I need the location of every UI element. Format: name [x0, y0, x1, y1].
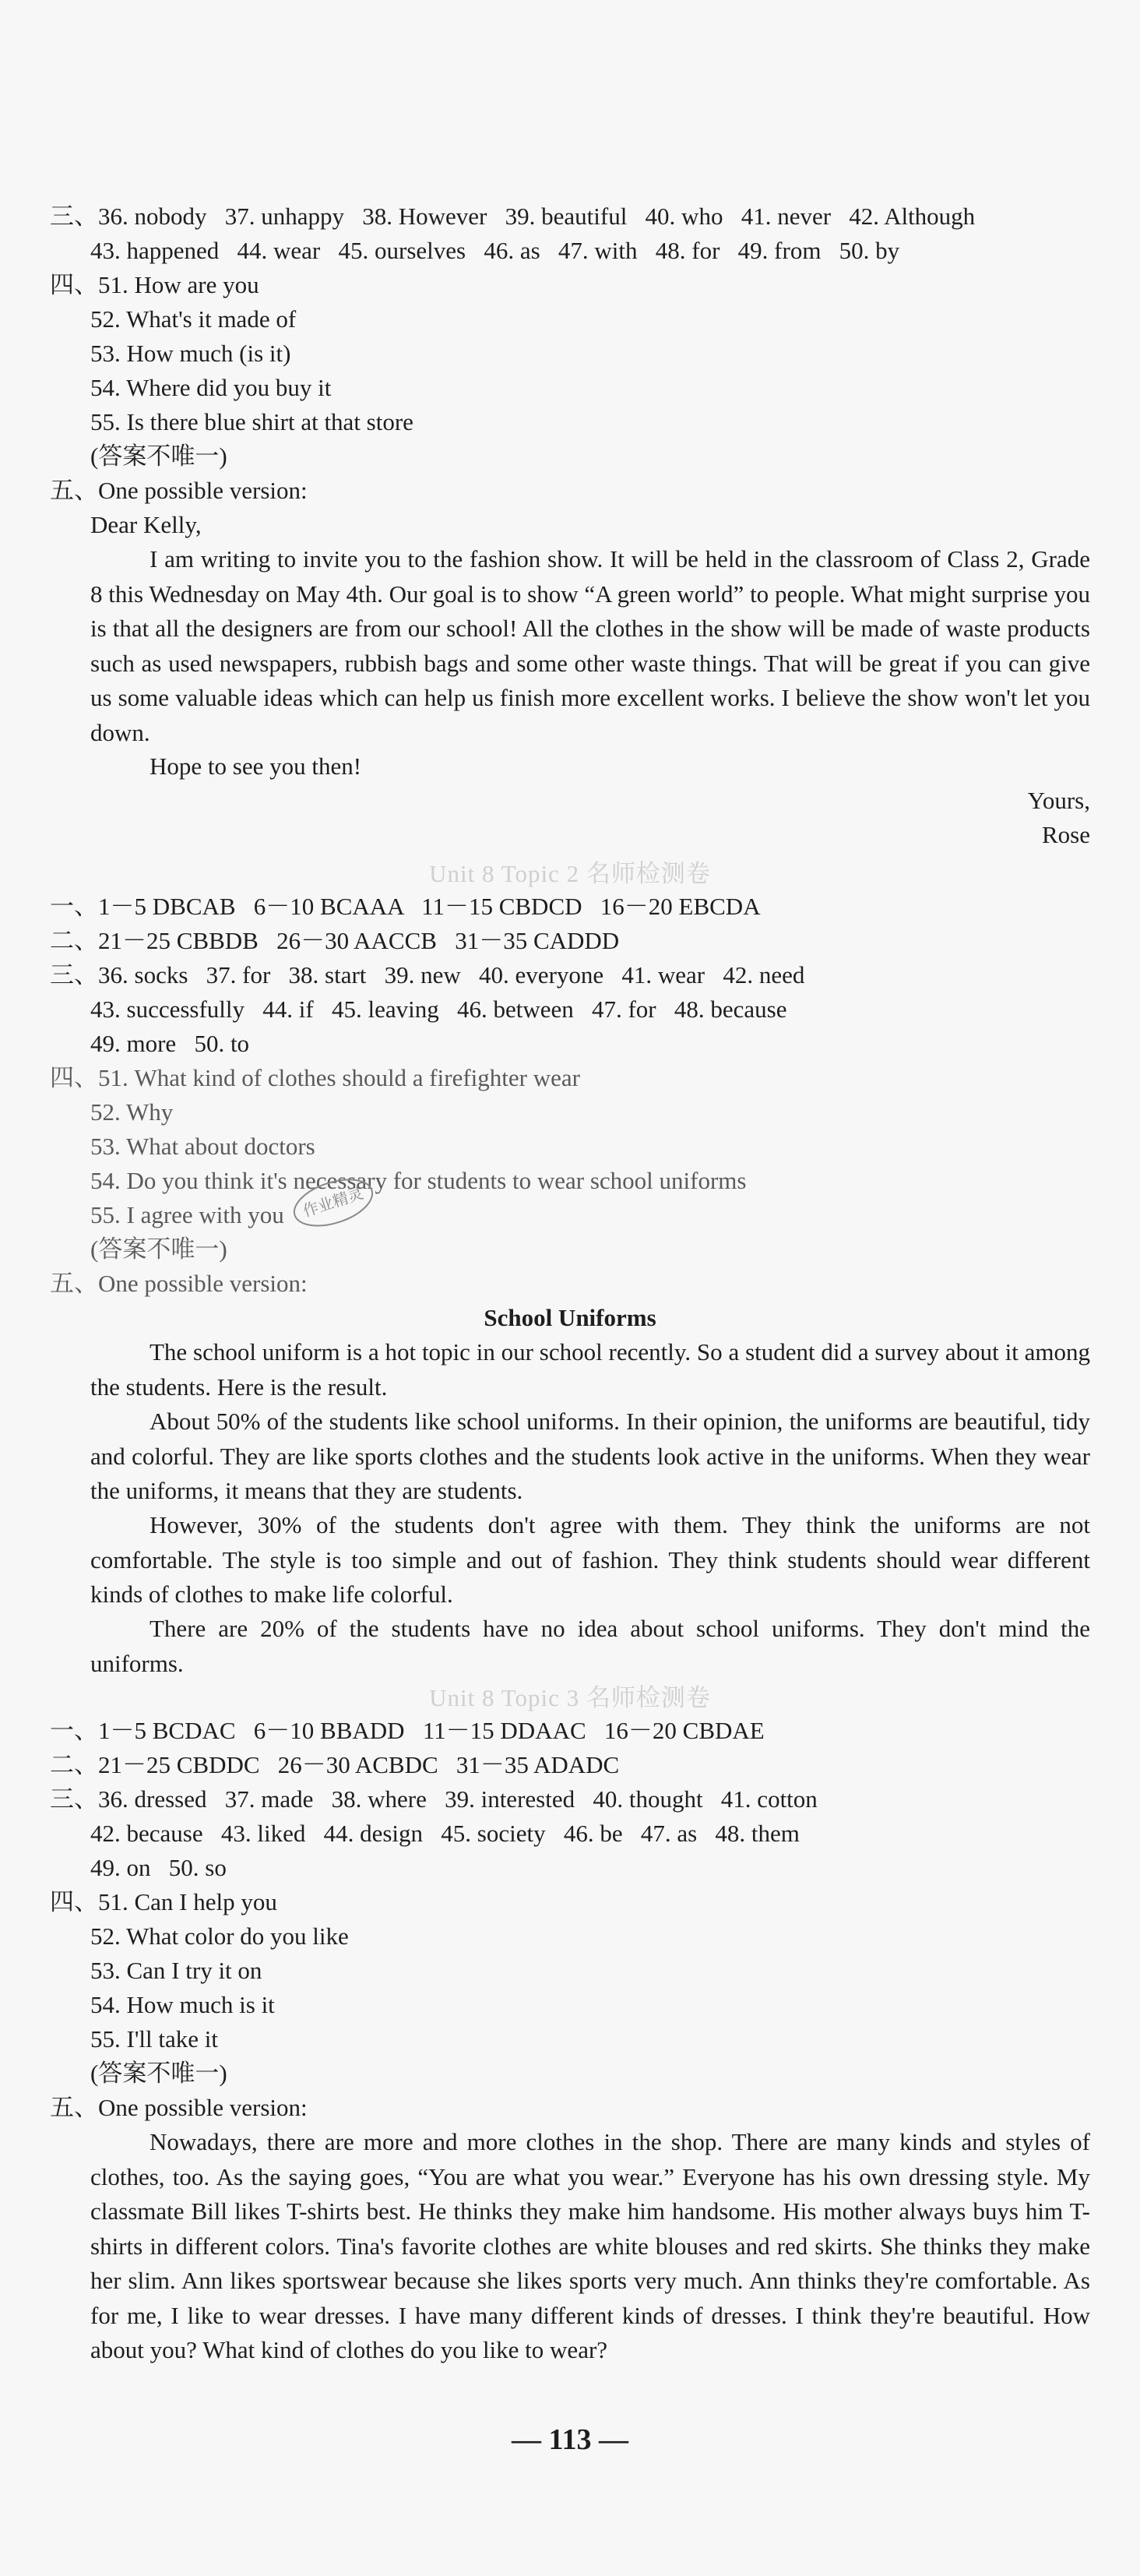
- answer-line: 四、51. Can I help you: [50, 1888, 277, 1915]
- answer-line: 五、One possible version:: [50, 477, 308, 504]
- answer-line: 三、36. nobody 37. unhappy 38. However 39. beautiful 40. who 41. never 42. Although: [50, 203, 976, 230]
- answer-line: 54. Do you think it's necessary for students to wear school uniforms: [90, 1167, 747, 1194]
- essay-paragraph-text: However, 30% of the students don't agree with them. They think the uniforms are not comfortable. The style is too simple and out of fashion. They think students should wear different kinds of clothes to make life colorful.: [90, 1511, 1090, 1608]
- answer-line: 五、One possible version:: [50, 1270, 308, 1297]
- answer-line: 55. Is there blue shirt at that store: [90, 408, 413, 435]
- letter-closing: Yours,: [1027, 787, 1090, 814]
- essay-paragraph: [90, 2125, 1090, 2368]
- essay-paragraph-text: The school uniform is a hot topic in our school recently. So a student did a survey about it among the students. Here is the result.: [90, 1338, 1090, 1401]
- essay-paragraph-text: About 50% of the students like school uniforms. In their opinion, the uniforms are beautiful, tidy and colorful. They are like sports clothes and the students look active in the uniforms. When they wear the uniforms, it means that they are students.: [90, 1408, 1090, 1504]
- essay-paragraph: [90, 1612, 1090, 1681]
- section-title: Unit 8 Topic 3 名师检测卷: [429, 1684, 711, 1711]
- answer-line: 三、36. dressed 37. made 38. where 39. interested 40. thought 41. cotton: [50, 1785, 818, 1813]
- answer-note: (答案不唯一): [90, 2060, 227, 2087]
- answer-line: 42. because 43. liked 44. design 45. society 46. be 47. as 48. them: [90, 1820, 800, 1847]
- watermark-stamp-icon: [287, 1172, 380, 1234]
- letter-paragraph-text: Hope to see you then!: [150, 752, 362, 780]
- answer-line: 52. What color do you like: [90, 1922, 349, 1950]
- section-title: Unit 8 Topic 2 名师检测卷: [429, 860, 711, 887]
- answer-line: 五、One possible version:: [50, 2094, 308, 2121]
- answer-line: 49. on 50. so: [90, 1854, 227, 1881]
- answer-line: 54. How much is it: [90, 1991, 275, 2018]
- answer-line: 53. Can I try it on: [90, 1957, 262, 1984]
- essay-paragraph: [90, 1404, 1090, 1509]
- letter-paragraph: [90, 542, 1090, 750]
- answer-line: 四、51. What kind of clothes should a firefighter wear: [50, 1064, 580, 1091]
- answer-line: 55. I agree with you: [90, 1201, 284, 1228]
- answer-note: (答案不唯一): [90, 442, 227, 470]
- answer-note: (答案不唯一): [90, 1235, 227, 1263]
- essay-paragraph: [90, 1508, 1090, 1612]
- answer-line: 49. more 50. to: [90, 1030, 250, 1057]
- page-number: — 113 —: [512, 2423, 628, 2456]
- letter-signer: Rose: [1042, 821, 1090, 848]
- letter-paragraph-text: I am writing to invite you to the fashion show. It will be held in the classroom of Class 2, Grade 8 this Wednesday on May 4th. Our goal is to show “A green world” to people. What might surprise you is that all the designers are from our school! All the clothes in the show will be made of waste products such as used newspapers, rubbish bags and some other waste things. That will be great if you can give us some valuable ideas which can help us finish more excellent works. I believe the show won't let you down.: [90, 545, 1090, 746]
- answer-line: 53. How much (is it): [90, 340, 291, 367]
- stamp-text: 作业精灵: [300, 1183, 366, 1221]
- answer-line: 52. Why: [90, 1098, 174, 1126]
- letter-paragraph: [90, 749, 1090, 784]
- answer-line: 55. I'll take it: [90, 2025, 218, 2053]
- answer-line: 三、36. socks 37. for 38. start 39. new 40. everyone 41. wear 42. need: [50, 961, 805, 988]
- answer-line: 43. happened 44. wear 45. ourselves 46. as 47. with 48. for 49. from 50. by: [90, 237, 900, 264]
- answer-line: 43. successfully 44. if 45. leaving 46. between 47. for 48. because: [90, 996, 787, 1023]
- answer-line: 二、21－25 CBBDB 26－30 AACCB 31－35 CADDD: [50, 927, 620, 954]
- essay-paragraph-text: There are 20% of the students have no idea about school uniforms. They don't mind the uniforms.: [90, 1615, 1090, 1677]
- answer-line: 二、21－25 CBDDC 26－30 ACBDC 31－35 ADADC: [50, 1751, 620, 1778]
- letter-salutation: Dear Kelly,: [90, 511, 202, 538]
- answer-line: 53. What about doctors: [90, 1133, 315, 1160]
- essay-paragraph-text: Nowadays, there are more and more clothes in the shop. There are many kinds and styles of clothes, too. As the saying goes, “You are what you wear.” Everyone has his own dressing style. My classmate Bill likes T-shirts best. He thinks they make him handsome. His mother always buys him T-shirts in different colors. Tina's favorite clothes are white blouses and red skirts. She thinks they make her slim. Ann likes sportswear because she likes sports very much. Ann thinks they're comfortable. As for me, I like to wear dresses. I have many different kinds of dresses. I think they're beautiful. How about you? What kind of clothes do you like to wear?: [90, 2128, 1090, 2363]
- answer-line: 54. Where did you buy it: [90, 374, 332, 401]
- answer-line: 一、1－5 DBCAB 6－10 BCAAA 11－15 CBDCD 16－20 EBCDA: [50, 893, 761, 920]
- answer-line: 一、1－5 BCDAC 6－10 BBADD 11－15 DDAAC 16－20 CBDAE: [50, 1717, 765, 1744]
- essay-paragraph: [90, 1335, 1090, 1404]
- answer-line: 52. What's it made of: [90, 305, 297, 333]
- answer-line: 四、51. How are you: [50, 271, 259, 298]
- essay-title: School Uniforms: [484, 1304, 656, 1331]
